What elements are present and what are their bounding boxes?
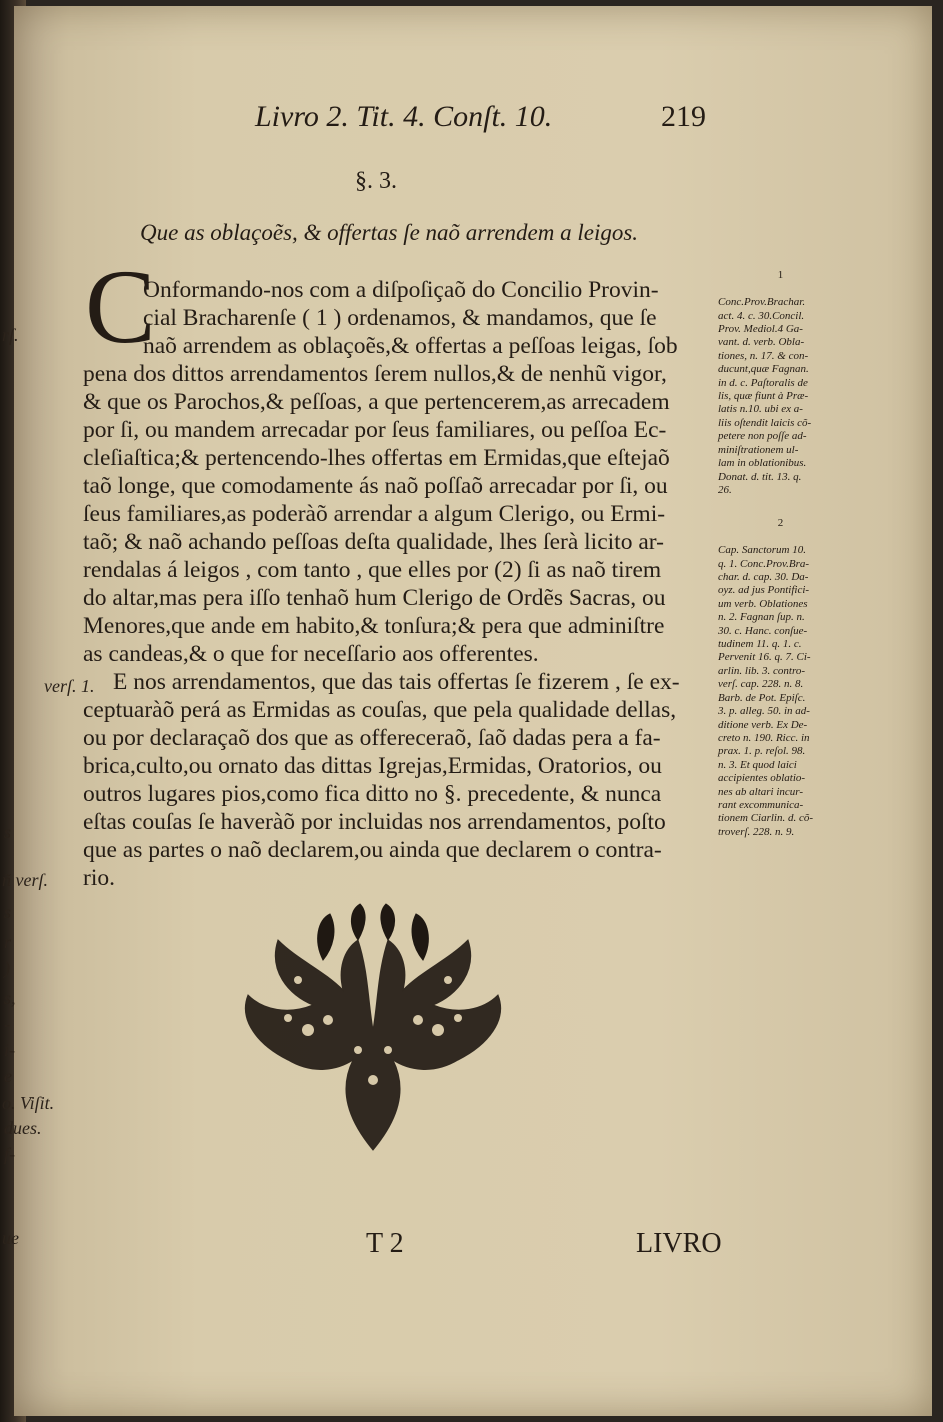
note-text: Conc.Prov.Brachar. act. 4. c. 30.Concil. Prov. Mediol.4 Ga- vant. d. verb. Obla- tiones, n. 17. & con- ducunt,quæ Fagnan. in d. c. Paſtoralis de lis, quæ fiunt à Præ- latis n.10. ubi ex a- liis oſtendit laicis cõ- petere non poſſe ad- miniſtrationem ul- lam in oblationibus. Donat. d. tit. 13. q. 26. <box>718 296 812 496</box>
facing-margin-text: ñ verſ. <box>2 870 48 890</box>
page-number: 219 <box>661 100 706 133</box>
note-number: 2 <box>777 517 784 530</box>
facing-margin-text: o. Viſit. <box>2 1093 55 1113</box>
text-line: ſeus familiares,as poderàõ arrendar a algum Clerigo, ou Ermi- <box>83 501 666 527</box>
text-line: que as partes o naõ declarem,ou ainda que declarem o contra- <box>83 837 662 863</box>
text-line: naõ arrendem as oblaçoẽs,& offertas a peſſoas leigas, ſob <box>143 333 678 359</box>
text-line: taõ; & naõ achando peſſoas deſta qualidade, lhes ſerà licito ar- <box>83 529 664 555</box>
text-line: taõ longe, que comodamente ás naõ poſſaõ arrecadar por ſi, ou <box>83 473 668 499</box>
text-line: do altar,mas pera iſſo tenhaõ hum Clerigo de Ordẽs Sacras, ou <box>83 585 666 611</box>
note-text: Cap. Sanctorum 10. q. 1. Conc.Prov.Bra- char. d. cap. 30. Da- oyz. ad jus Pontifici- um verb. Oblationes n. 2. Fagnan ſup. n. 30. c. Hanc. conſue- tudinem 11. q. 1. c. Pervenit 16. q. 7. Ci- arlin. lib. 3. contro- verſ. cap. 228. n. 8. Barb. de Pot. Epiſc. 3. p. alleg. 50. in ad- ditione verb. Ex De- creto n. 190. Ricc. in prax. 1. p. reſol. 98. n. 3. Et quod laici accipientes oblatio- nes ab altari incur- rant excommunica- tionem Ciarlin. d. cõ- troverſ. 228. n. 9. <box>718 544 814 838</box>
text-line: Menores,que ande em habito,& tonſura;& pera que adminiſtre <box>83 613 665 639</box>
text-line: por ſi, ou mandem arrecadar por ſeus familiares, ou peſſoa Ec- <box>83 417 667 443</box>
facing-margin-text: s <box>4 902 12 922</box>
text-line: as candeas,& o que for neceſſario aos offerentes. <box>83 641 539 667</box>
text-line: eſtas couſas ſe haveràõ por incluidas nos arrendamentos, poſto <box>83 809 666 835</box>
facing-margin-text: r <box>4 932 12 952</box>
facing-margin-text: i- <box>4 1040 15 1060</box>
facing-margin-text: f- <box>4 1144 15 1164</box>
facing-margin-text: rſ. <box>2 325 19 345</box>
facing-margin-text: s <box>4 822 12 842</box>
facing-margin-text: verſ. 1. <box>44 676 95 696</box>
text-line: Onformando-nos com a diſpoſiçaõ do Concilio Provin- <box>143 277 659 303</box>
text-line: rio. <box>83 865 115 891</box>
text-line: pena dos dittos arrendamentos ſerem nullos,& de nenhũ vigor, <box>83 361 667 387</box>
text-line: cleſiaſtica;& pertencendo-lhes offertas em Ermidas,que eſtejaõ <box>83 445 670 471</box>
floral-ornament <box>218 900 528 1160</box>
note-number: 1 <box>777 269 784 282</box>
text-line: brica,culto,ou ornato das dittas Igrejas,Ermidas, Oratorios, ou <box>83 753 662 779</box>
text-line: cial Bracharenſe ( 1 ) ordenamos, & mandamos, que ſe <box>143 305 657 331</box>
text-line: & que os Parochos,& peſſoas, a que pertencerem,as arrecadem <box>83 389 670 415</box>
running-head: Livro 2. Tit. 4. Conſt. 10. <box>255 100 553 133</box>
section-mark: §. 3. <box>355 168 397 194</box>
facing-margin-text: dues. <box>4 1118 42 1138</box>
text-line: ou por declaraçaõ dos que as offereceraõ, ſaõ dadas pera a fa- <box>83 725 661 751</box>
text-line: outros lugares pios,como fica ditto no §. precedente, & nunca <box>83 781 662 807</box>
section-title: Que as oblaçoẽs, & offertas ſe naõ arrendem a leigos. <box>140 220 639 245</box>
facing-margin-text: e <box>4 1066 12 1086</box>
facing-margin-text: - <box>4 1014 10 1034</box>
text-line: rendalas á leigos , com tanto , que elles por (2) ſi as naõ tirem <box>83 557 662 583</box>
marginal-note-2 <box>718 504 843 839</box>
drop-capital: C <box>85 248 156 365</box>
text-line: E nos arrendamentos, que das tais offertas ſe fizerem , ſe ex- <box>113 669 680 695</box>
facing-margin-text: s, <box>4 988 16 1008</box>
text-line: ceptuaràõ perá as Ermidas as couſas, que pela qualidade dellas, <box>83 697 677 723</box>
facing-margin-text: ue <box>2 1228 19 1248</box>
catchword: LIVRO <box>636 1228 722 1259</box>
facing-margin-text: ) <box>4 958 10 978</box>
marginal-note-1 <box>718 256 843 497</box>
signature-mark: T 2 <box>366 1228 404 1259</box>
